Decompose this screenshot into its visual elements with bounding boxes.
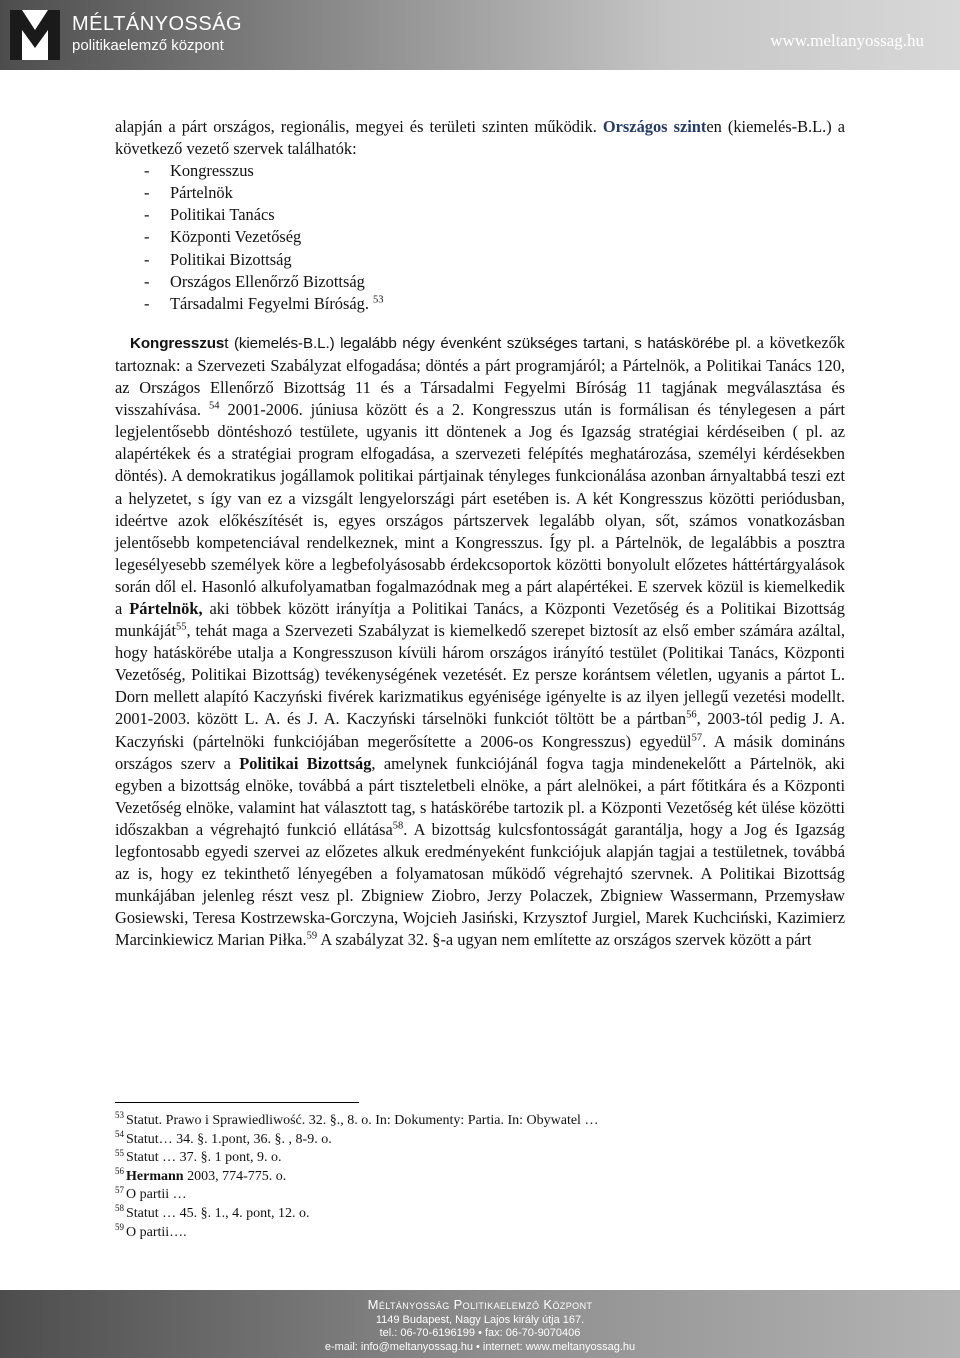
body-text: . A bizottság kulcsfontosságát garantálja, hogy a Jog és Igazság legfontosabb egyedi szervei az előzetes alkuk eredményeként funkciójuk alapján tagjai a testületnek, továbbá az is, hogy ez tekinthető lényegében a folyamatosan működő végrehajtó szervnek. A Politikai Bizottság munkájában jelenleg részt vesz pl. Zbigniew Ziobro, Jerzy Polaczek, Zbigniew Wassermann, Przemysław Gosiewski, Teresa Kostrzewska-Gorczyna, Wojcieh Jasiński, Krzysztof Jurgiel, Marek Kuchciński, Kazimierz Marcinkiewicz Marian Piłka. bbox=[115, 819, 846, 950]
footnote-text: O partii … bbox=[126, 1187, 187, 1203]
body-text: a következők tartoznak: a Szervezeti Szabályzat elfogadása; döntés a párt programjáról; a Pártelnök, a Politikai Tanács 120, az Országos Ellenőrző Bizottság 11 és a Társadalmi Fegyelmi Bíróság 11 tagjának megválasztása és visszahívása. bbox=[115, 332, 845, 420]
intro-paragraph bbox=[115, 116, 845, 160]
footnote-ref[interactable]: 53 bbox=[373, 294, 384, 306]
footnote-text: Statut. Prawo i Sprawiedliwość. 32. §., 8. o. In: Dokumenty: Partia. In: Obywatel … bbox=[126, 1113, 599, 1128]
politikai-bizottsag-bold: Politikai Bizottság bbox=[239, 753, 372, 773]
body-text: aki többek között irányítja a Politikai Tanács, a Központi Vezetőség és a Politikai Bizottság munkáját bbox=[115, 598, 845, 641]
list-item-text: Társadalmi Fegyelmi Bíróság. bbox=[170, 293, 369, 313]
kongresszus-rest: t (kiemelés-B.L.) legalább négy évenként szükséges tartani, s hatáskörébe pl. bbox=[224, 334, 752, 352]
list-item: - Központi Vezetőség bbox=[144, 226, 845, 248]
footnote-text: O partii…. bbox=[126, 1224, 187, 1240]
footnote-number: 59 bbox=[115, 1221, 124, 1232]
footnote-text: Statut … 45. §. 1., 4. pont, 12. o. bbox=[126, 1205, 310, 1221]
body-text: 2001-2006. júniusa között és a 2. Kongresszus után is formálisan és ténylegesen a párt legjelentősebb döntéshozó testülete, ugyanis itt döntenek a Jog és Igazság stratégiai kérdéseiben ( pl. az alapértékek és a stratégiai program elfogadása, a szervezeti felépítés meghatározása, személyi kérdésekben döntés). A demokratikus jogállamok politikai pártjainak tényleges funkcionálása azonban árnyaltabbá teszi ezt a helyzetet, s így van ez a vizsgált lengyelországi párt esetében is. A két Kongresszus közötti periódusban, ideértve azok előkészítését is, egyes országos pártszervek legalább olyan, sőt, számos vonatkozásban jelentősebb kompetenciával rendelkeznek, mint a Kongresszus. Így pl. a Pártelnök, de legalábbis a posztra legesélyesebb személyek köre a legbefolyásosabb érdekcsoportok közötti bonyolult előzetes háttértárgyalások során dől el. Hasonló alkufolyamatban fogalmazódnak meg a párt alapértékei. E szervek közül is kiemelkedik a bbox=[115, 400, 845, 618]
footnote-ref[interactable]: 57 bbox=[691, 732, 703, 744]
footnote-text: 2003, 774-775. o. bbox=[183, 1168, 287, 1184]
body-text: , 2003-tól pedig J. A. Kaczyński (pártelnöki funkciójában megerősítette a 2006-os Kongresszus) egyedül bbox=[115, 709, 845, 751]
footnote-number: 55 bbox=[115, 1147, 124, 1158]
footnote-author: Hermann bbox=[126, 1168, 184, 1184]
footnote-item bbox=[115, 1205, 845, 1224]
list-item: - Politikai Tanács bbox=[144, 204, 845, 226]
footnote-number: 53 bbox=[115, 1110, 124, 1121]
partelnok-bold: Pártelnök, bbox=[129, 598, 203, 618]
body-text: , amelynek funkciójánál fogva tagja mindenekelőtt a Pártelnök, aki egyben a bizottság elnöke, továbbá a párt tiszteletbeli elnöke, a párt alelnökei, a párt főtitkára és a Központi Vezetőség elnöke, valamint hat választott tag, s hatáskörébe tartozik pl. a Központi Vezetőség két ülése közötti időszakban a végrehajtó funkció ellátása bbox=[115, 753, 845, 839]
footnote-ref[interactable]: 55 bbox=[176, 621, 187, 633]
page-footer bbox=[0, 1290, 960, 1358]
footnote-ref[interactable]: 58 bbox=[392, 820, 404, 832]
list-item: - Országos Ellenőrző Bizottság bbox=[144, 271, 845, 293]
kongresszus-bold: Kongresszus bbox=[130, 334, 225, 352]
meltanyossag-logo-icon bbox=[10, 10, 60, 60]
footnotes bbox=[115, 1112, 845, 1242]
list-item: - Kongresszus bbox=[144, 160, 845, 182]
org-name: MÉLTÁNYOSSÁG bbox=[72, 13, 243, 35]
footnote-item bbox=[115, 1128, 845, 1150]
footnote-item bbox=[115, 1149, 845, 1168]
footnote-ref[interactable]: 56 bbox=[686, 709, 697, 721]
footnote-item bbox=[115, 1112, 845, 1131]
website-link[interactable]: www.meltanyossag.hu bbox=[770, 31, 924, 50]
footnote-number: 58 bbox=[115, 1203, 124, 1214]
body-text: , tehát maga a Szervezeti Szabályzat is kiemelkedő szerepet biztosít az első ember számára azáltal, hogy hatáskörébe utalja a Kongresszuson kívüli három országos irányító testület (Politikai Tanács, Központi Vezetőség, Politikai Bizottság) tevékenységének vezetését. Ez persze korántsem véletlen, ugyanis a pártot L. Dorn mellett alapító Kaczyński fivérek karizmatikus egyénisége igényelte is az ilyen jellegű vezetési modellt. 2001-2003. között L. A. és J. A. Kaczyński társelnöki funkciót töltött be a pártban bbox=[115, 621, 845, 729]
footnote-ref[interactable]: 59 bbox=[306, 930, 318, 942]
footer-title: Méltányosság Politikaelemző Központ bbox=[367, 1297, 593, 1312]
footnote-item bbox=[115, 1221, 845, 1243]
intro-text: alapján a párt országos, regionális, megyei és területi szinten működik. bbox=[115, 117, 603, 136]
document-body bbox=[115, 116, 845, 951]
body-text: A szabályzat 32. §-a ugyan nem említette az országos szervek között a párt bbox=[317, 930, 812, 950]
footer-phone: tel.: 06-70-6196199 • fax: 06-70-9070406 bbox=[379, 1327, 581, 1339]
page-header bbox=[0, 0, 960, 70]
footer-contact[interactable]: e-mail: info@meltanyossag.hu • internet: www.meltanyossag.hu bbox=[324, 1341, 636, 1353]
intro-bold: Országos szint bbox=[602, 117, 707, 136]
footnote-number: 57 bbox=[115, 1184, 124, 1195]
footnote-item bbox=[115, 1186, 845, 1205]
footnote-item bbox=[115, 1168, 845, 1187]
list-item: - Politikai Bizottság bbox=[144, 249, 845, 271]
org-subtitle: politikaelemző központ bbox=[72, 37, 224, 54]
organs-list bbox=[115, 160, 845, 315]
footnote-number: 54 bbox=[115, 1128, 124, 1139]
footnote-divider bbox=[115, 1102, 359, 1103]
body-text: . A másik domináns országos szerv a bbox=[115, 731, 845, 773]
footer-address: 1149 Budapest, Nagy Lajos király útja 167. bbox=[375, 1314, 585, 1326]
footnote-ref[interactable]: 54 bbox=[209, 400, 220, 412]
footnote-text: Statut… 34. §. 1.pont, 36. §. , 8-9. o. bbox=[126, 1131, 332, 1147]
kongresszus-paragraph bbox=[115, 332, 845, 952]
list-item bbox=[144, 293, 845, 315]
footnote-text: Statut … 37. §. 1 pont, 9. o. bbox=[126, 1150, 282, 1166]
kongresszus-lead bbox=[115, 335, 751, 352]
list-item: - Pártelnök bbox=[144, 182, 845, 204]
intro-text-cont: en (kiemelés-B.L.) a következő vezető szervek találhatók: bbox=[115, 117, 845, 159]
footnote-number: 56 bbox=[115, 1166, 124, 1177]
